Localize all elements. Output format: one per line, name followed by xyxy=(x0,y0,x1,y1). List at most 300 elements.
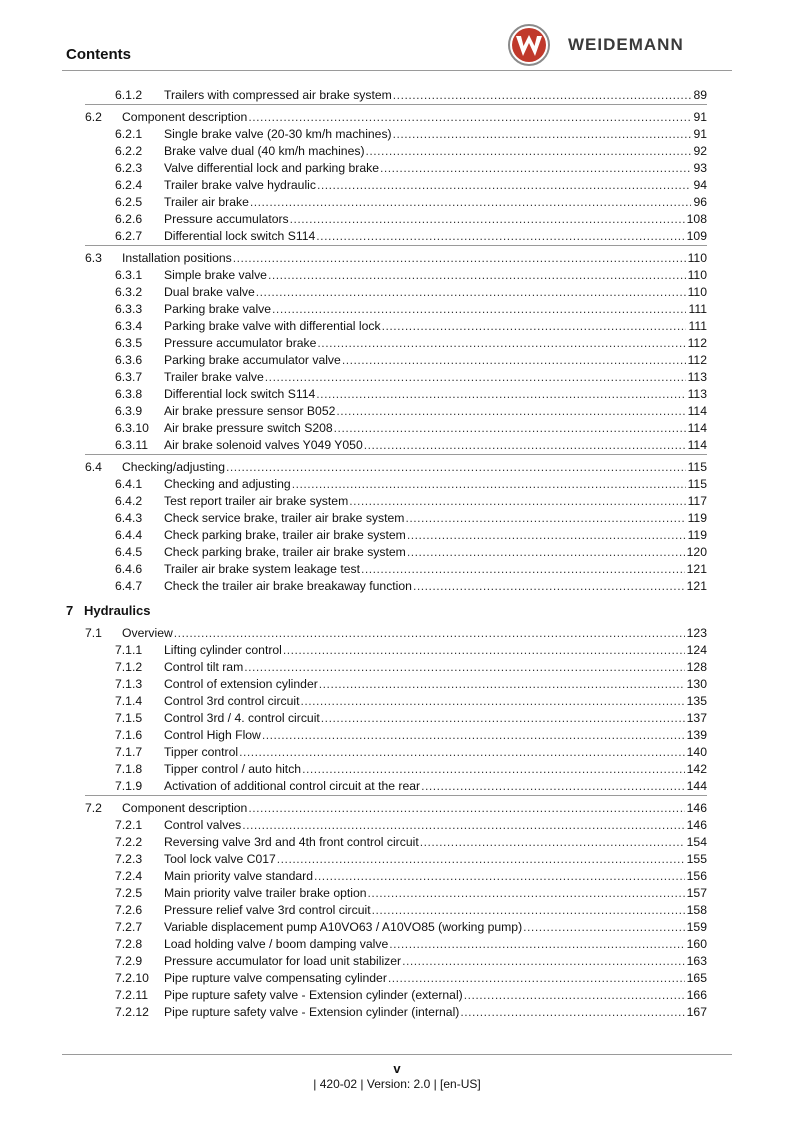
dot-leader xyxy=(319,676,685,693)
dot-leader xyxy=(292,476,686,493)
entry-page: 146 xyxy=(686,818,707,832)
entry-title: Trailer air brake xyxy=(164,195,249,209)
entry-page: 117 xyxy=(687,494,707,508)
dot-leader xyxy=(368,885,685,902)
entry-title: Checking and adjusting xyxy=(164,477,291,491)
dot-leader xyxy=(420,834,685,851)
entry-page: 123 xyxy=(686,626,707,640)
dot-leader xyxy=(402,953,685,970)
entry-line xyxy=(164,885,707,902)
entry-number: 7.1.3 xyxy=(115,677,143,691)
entry-number: 6.3 xyxy=(85,251,102,265)
dot-leader xyxy=(421,778,685,795)
entry-title: Trailer brake valve hydraulic xyxy=(164,178,316,192)
chapter-number: 7 xyxy=(66,603,74,618)
entry-number: 6.4.3 xyxy=(115,511,143,525)
dot-leader xyxy=(248,800,684,817)
toc-entry[interactable] xyxy=(0,834,707,851)
dot-leader xyxy=(226,459,686,476)
entry-line xyxy=(164,194,707,211)
entry-title: Control High Flow xyxy=(164,728,261,742)
page-title: Contents xyxy=(66,46,131,63)
entry-number: 6.3.11 xyxy=(115,438,148,452)
dot-leader xyxy=(464,987,685,1004)
dot-leader xyxy=(321,710,685,727)
toc-entry[interactable] xyxy=(0,352,707,369)
toc-entry[interactable] xyxy=(0,953,707,970)
entry-page: 144 xyxy=(686,779,707,793)
entry-number: 7.2.10 xyxy=(115,971,149,985)
toc-entry[interactable] xyxy=(0,459,707,476)
dot-leader xyxy=(413,578,685,595)
entry-line xyxy=(164,493,707,510)
toc-entry[interactable] xyxy=(0,761,707,778)
toc-entry[interactable] xyxy=(0,800,707,817)
entry-number: 7.2.4 xyxy=(115,869,143,883)
entry-number: 7.2.9 xyxy=(115,954,143,968)
toc-entry[interactable] xyxy=(0,642,707,659)
entry-title: Tipper control / auto hitch xyxy=(164,762,302,776)
entry-page: 119 xyxy=(687,528,707,542)
entry-title: Parking brake valve xyxy=(164,302,272,316)
entry-number: 7.2.7 xyxy=(115,920,143,934)
dot-leader xyxy=(248,109,691,126)
entry-page: 160 xyxy=(686,937,707,951)
entry-number: 6.3.7 xyxy=(115,370,143,384)
entry-line xyxy=(164,420,707,437)
version-info: | 420-02 | Version: 2.0 | [en-US] xyxy=(313,1077,481,1091)
toc-entry[interactable] xyxy=(0,476,707,493)
entry-title: Check service brake, trailer air brake system xyxy=(164,511,405,525)
entry-number: 7.1 xyxy=(85,626,102,640)
dot-leader xyxy=(317,177,691,194)
dot-leader xyxy=(290,211,685,228)
entry-line xyxy=(164,676,707,693)
dot-leader xyxy=(393,87,692,104)
entry-title: Dual brake valve xyxy=(164,285,255,299)
entry-number: 6.3.4 xyxy=(115,319,143,333)
entry-title: Simple brake valve xyxy=(164,268,267,282)
entry-title: Component description xyxy=(122,801,248,815)
entry-page: 167 xyxy=(686,1005,707,1019)
dot-leader xyxy=(283,642,685,659)
entry-line xyxy=(122,625,707,642)
dot-leader xyxy=(366,143,692,160)
dot-leader xyxy=(523,919,685,936)
toc-entry[interactable] xyxy=(0,284,707,301)
toc-entry[interactable] xyxy=(0,970,707,987)
entry-number: 7.1.5 xyxy=(115,711,143,725)
header-divider xyxy=(62,70,732,71)
toc-entry[interactable] xyxy=(0,851,707,868)
brand-name: WEIDEMANN xyxy=(568,35,684,54)
dot-leader xyxy=(382,318,687,335)
entry-line xyxy=(164,778,707,795)
dot-leader xyxy=(317,335,685,352)
dot-leader xyxy=(361,561,685,578)
entry-line xyxy=(164,510,707,527)
toc-entry[interactable] xyxy=(0,386,707,403)
entry-title: Control valves xyxy=(164,818,242,832)
toc-entry[interactable] xyxy=(0,194,707,211)
entry-title: Variable displacement pump A10VO63 / A10VO85 (working pump) xyxy=(164,920,523,934)
entry-number: 6.3.10 xyxy=(115,421,149,435)
entry-line xyxy=(164,87,707,104)
entry-title: Control of extension cylinder xyxy=(164,677,318,691)
toc-entry[interactable] xyxy=(0,177,707,194)
entry-title: Differential lock switch S114 xyxy=(164,229,316,243)
entry-line xyxy=(164,267,707,284)
toc-entry[interactable] xyxy=(0,335,707,352)
entry-page: 109 xyxy=(686,229,707,243)
toc-entry[interactable] xyxy=(0,211,707,228)
entry-title: Load holding valve / boom damping valve xyxy=(164,937,389,951)
toc-group xyxy=(85,245,707,454)
entry-line xyxy=(164,284,707,301)
entry-page: 113 xyxy=(687,387,707,401)
toc-entry[interactable] xyxy=(0,250,707,267)
entry-page: 113 xyxy=(687,370,707,384)
entry-page: 140 xyxy=(686,745,707,759)
dot-leader xyxy=(349,493,685,510)
entry-title: Trailer brake valve xyxy=(164,370,264,384)
dot-leader xyxy=(407,544,685,561)
entry-title: Overview xyxy=(122,626,173,640)
entry-page: 111 xyxy=(688,319,707,333)
entry-line xyxy=(164,851,707,868)
entry-number: 7.1.7 xyxy=(115,745,143,759)
entry-page: 91 xyxy=(693,110,707,124)
dot-leader xyxy=(316,386,685,403)
entry-title: Tipper control xyxy=(164,745,239,759)
entry-page: 119 xyxy=(687,511,707,525)
toc-entry[interactable] xyxy=(0,659,707,676)
toc-entry[interactable] xyxy=(0,318,707,335)
entry-page: 115 xyxy=(687,460,707,474)
dot-leader xyxy=(342,352,686,369)
entry-number: 6.2.5 xyxy=(115,195,143,209)
dot-leader xyxy=(272,301,686,318)
dot-leader xyxy=(233,250,686,267)
entry-line xyxy=(164,693,707,710)
entry-line xyxy=(164,403,707,420)
toc-entry[interactable] xyxy=(0,301,707,318)
dot-leader xyxy=(265,369,686,386)
entry-title: Lifting cylinder control xyxy=(164,643,282,657)
toc-entry[interactable] xyxy=(0,369,707,386)
dot-leader xyxy=(393,126,692,143)
entry-title: Pressure accumulator for load unit stabilizer xyxy=(164,954,402,968)
entry-title: Air brake solenoid valves Y049 Y050 xyxy=(164,438,363,452)
entry-title: Reversing valve 3rd and 4th front control circuit xyxy=(164,835,419,849)
entry-line xyxy=(164,761,707,778)
entry-page: 128 xyxy=(686,660,707,674)
entry-line xyxy=(164,228,707,245)
entry-number: 7.2.8 xyxy=(115,937,143,951)
entry-line xyxy=(164,476,707,493)
entry-page: 124 xyxy=(686,643,707,657)
entry-line xyxy=(164,437,707,454)
dot-leader xyxy=(300,693,684,710)
entry-number: 6.2.6 xyxy=(115,212,143,226)
toc-entry[interactable] xyxy=(0,87,707,104)
entry-title: Trailers with compressed air brake system xyxy=(164,88,392,102)
entry-number: 6.4.7 xyxy=(115,579,143,593)
entry-number: 6.1.2 xyxy=(115,88,143,102)
entry-title: Pipe rupture safety valve - Extension cylinder (internal) xyxy=(164,1005,460,1019)
entry-page: 139 xyxy=(686,728,707,742)
toc-entry[interactable] xyxy=(0,693,707,710)
entry-line xyxy=(122,250,707,267)
toc-entry[interactable] xyxy=(0,578,707,595)
entry-page: 146 xyxy=(686,801,707,815)
dot-leader xyxy=(364,437,686,454)
entry-number: 6.3.3 xyxy=(115,302,143,316)
entry-title: Trailer air brake system leakage test xyxy=(164,562,360,576)
toc-entry[interactable] xyxy=(0,544,707,561)
toc-entry[interactable] xyxy=(0,727,707,744)
entry-line xyxy=(164,352,707,369)
toc-entry[interactable] xyxy=(0,676,707,693)
entry-line xyxy=(164,834,707,851)
entry-number: 7.1.1 xyxy=(115,643,143,657)
chapter-title: Hydraulics xyxy=(84,603,151,618)
toc-group xyxy=(0,625,794,795)
toc-entry[interactable] xyxy=(0,109,707,126)
toc-group xyxy=(85,795,707,1021)
entry-page: 110 xyxy=(687,251,707,265)
entry-line xyxy=(164,936,707,953)
dot-leader xyxy=(316,228,684,245)
entry-number: 6.3.6 xyxy=(115,353,143,367)
entry-line xyxy=(164,1004,707,1021)
entry-title: Activation of additional control circuit at the rear xyxy=(164,779,421,793)
toc-entry[interactable] xyxy=(0,710,707,727)
entry-page: 166 xyxy=(686,988,707,1002)
entry-number: 7.1.8 xyxy=(115,762,143,776)
entry-number: 6.3.5 xyxy=(115,336,143,350)
entry-number: 6.2.4 xyxy=(115,178,143,192)
entry-number: 7.1.6 xyxy=(115,728,143,742)
entry-line xyxy=(164,335,707,352)
toc-entry[interactable] xyxy=(0,778,707,795)
entry-title: Control 3rd / 4. control circuit xyxy=(164,711,320,725)
dot-leader xyxy=(334,420,686,437)
entry-page: 157 xyxy=(686,886,707,900)
entry-page: 155 xyxy=(686,852,707,866)
entry-line xyxy=(164,902,707,919)
dot-leader xyxy=(407,527,686,544)
entry-line xyxy=(164,744,707,761)
entry-page: 121 xyxy=(686,579,707,593)
entry-number: 6.4.6 xyxy=(115,562,143,576)
toc-group xyxy=(85,104,707,245)
entry-page: 112 xyxy=(687,336,707,350)
entry-title: Control 3rd control circuit xyxy=(164,694,300,708)
toc-entry[interactable] xyxy=(0,267,707,284)
toc-entry[interactable] xyxy=(0,936,707,953)
entry-title: Pressure accumulators xyxy=(164,212,289,226)
entry-number: 6.3.1 xyxy=(115,268,143,282)
entry-title: Pipe rupture valve compensating cylinder xyxy=(164,971,387,985)
entry-line xyxy=(164,727,707,744)
weidemann-logo-icon xyxy=(507,23,551,67)
entry-number: 7.2.1 xyxy=(115,818,143,832)
toc-entry[interactable] xyxy=(0,510,707,527)
entry-page: 96 xyxy=(693,195,707,209)
toc-entry[interactable] xyxy=(0,493,707,510)
entry-title: Valve differential lock and parking brake xyxy=(164,161,379,175)
entry-page: 121 xyxy=(686,562,707,576)
dot-leader xyxy=(336,403,685,420)
entry-title: Check parking brake, trailer air brake system xyxy=(164,528,406,542)
entry-title: Main priority valve trailer brake option xyxy=(164,886,367,900)
dot-leader xyxy=(244,659,684,676)
toc-entry[interactable] xyxy=(0,919,707,936)
entry-title: Parking brake accumulator valve xyxy=(164,353,341,367)
entry-line xyxy=(164,970,707,987)
entry-number: 6.3.9 xyxy=(115,404,143,418)
entry-page: 93 xyxy=(693,161,707,175)
dot-leader xyxy=(250,194,692,211)
entry-page: 112 xyxy=(687,353,707,367)
entry-page: 165 xyxy=(686,971,707,985)
entry-page: 142 xyxy=(686,762,707,776)
entry-line xyxy=(164,386,707,403)
entry-page: 156 xyxy=(686,869,707,883)
entry-page: 130 xyxy=(686,677,707,691)
entry-page: 114 xyxy=(687,438,707,452)
entry-number: 7.2.3 xyxy=(115,852,143,866)
toc-entry[interactable] xyxy=(0,625,707,642)
entry-line xyxy=(164,126,707,143)
toc-entry[interactable] xyxy=(0,987,707,1004)
entry-page: 154 xyxy=(686,835,707,849)
entry-number: 7.2.6 xyxy=(115,903,143,917)
toc-group xyxy=(85,454,707,595)
entry-page: 110 xyxy=(687,268,707,282)
entry-page: 114 xyxy=(687,421,707,435)
entry-number: 6.2.7 xyxy=(115,229,143,243)
entry-line xyxy=(164,301,707,318)
entry-number: 7.2.2 xyxy=(115,835,143,849)
entry-line xyxy=(164,817,707,834)
entry-line xyxy=(164,919,707,936)
dot-leader xyxy=(372,902,685,919)
toc-entry[interactable] xyxy=(0,437,707,454)
dot-leader xyxy=(256,284,686,301)
entry-number: 7.1.4 xyxy=(115,694,143,708)
entry-line xyxy=(164,868,707,885)
entry-line xyxy=(164,211,707,228)
entry-line xyxy=(164,642,707,659)
toc-entry[interactable] xyxy=(0,143,707,160)
entry-page: 91 xyxy=(693,127,707,141)
entry-number: 6.2.2 xyxy=(115,144,143,158)
entry-number: 6.4.1 xyxy=(115,477,143,491)
entry-line xyxy=(164,369,707,386)
entry-title: Check parking brake, trailer air brake system xyxy=(164,545,406,559)
entry-number: 6.2 xyxy=(85,110,102,124)
entry-page: 111 xyxy=(688,302,707,316)
entry-number: 7.2 xyxy=(85,801,102,815)
toc-entry[interactable] xyxy=(0,1004,707,1021)
toc-entry[interactable] xyxy=(0,160,707,177)
entry-page: 89 xyxy=(693,88,707,102)
entry-line xyxy=(122,800,707,817)
entry-title: Control tilt ram xyxy=(164,660,244,674)
toc-entry[interactable] xyxy=(0,126,707,143)
entry-line xyxy=(164,143,707,160)
entry-page: 94 xyxy=(693,178,707,192)
entry-title: Main priority valve standard xyxy=(164,869,314,883)
dot-leader xyxy=(389,936,684,953)
entry-title: Pressure accumulator brake xyxy=(164,336,317,350)
entry-number: 6.4.5 xyxy=(115,545,143,559)
toc-entry[interactable] xyxy=(0,561,707,578)
dot-leader xyxy=(388,970,685,987)
toc-entry[interactable] xyxy=(0,228,707,245)
entry-line xyxy=(122,109,707,126)
toc-entry[interactable] xyxy=(0,902,707,919)
entry-page: 158 xyxy=(686,903,707,917)
entry-title: Installation positions xyxy=(122,251,232,265)
entry-page: 163 xyxy=(686,954,707,968)
dot-leader xyxy=(277,851,685,868)
entry-page: 135 xyxy=(686,694,707,708)
page-header xyxy=(0,0,794,80)
entry-title: Check the trailer air brake breakaway function xyxy=(164,579,412,593)
entry-line xyxy=(164,544,707,561)
entry-number: 7.2.5 xyxy=(115,886,143,900)
dot-leader xyxy=(460,1004,684,1021)
toc-entry[interactable] xyxy=(0,420,707,437)
toc-entry[interactable] xyxy=(0,527,707,544)
entry-page: 137 xyxy=(686,711,707,725)
entry-line xyxy=(164,578,707,595)
toc-entry[interactable] xyxy=(0,868,707,885)
chapter-heading[interactable] xyxy=(0,600,794,622)
entry-page: 114 xyxy=(687,404,707,418)
entry-line xyxy=(164,177,707,194)
dot-leader xyxy=(174,625,685,642)
dot-leader xyxy=(242,817,684,834)
entry-number: 6.3.8 xyxy=(115,387,143,401)
entry-page: 115 xyxy=(687,477,707,491)
dot-leader xyxy=(268,267,686,284)
entry-line xyxy=(164,527,707,544)
entry-page: 159 xyxy=(686,920,707,934)
entry-number: 6.4 xyxy=(85,460,102,474)
dot-leader xyxy=(380,160,691,177)
entry-number: 6.2.3 xyxy=(115,161,143,175)
toc-group xyxy=(0,87,794,104)
dot-leader xyxy=(239,744,685,761)
entry-line xyxy=(122,459,707,476)
entry-page: 120 xyxy=(686,545,707,559)
entry-title: Pipe rupture safety valve - Extension cylinder (external) xyxy=(164,988,463,1002)
toc-entry[interactable] xyxy=(0,403,707,420)
toc-entry[interactable] xyxy=(0,817,707,834)
page-number: v xyxy=(393,1061,401,1076)
entry-title: Brake valve dual (40 km/h machines) xyxy=(164,144,365,158)
dot-leader xyxy=(262,727,685,744)
entry-line xyxy=(164,160,707,177)
footer-divider xyxy=(62,1054,732,1055)
entry-line xyxy=(164,318,707,335)
toc-entry[interactable] xyxy=(0,744,707,761)
toc-entry[interactable] xyxy=(0,885,707,902)
